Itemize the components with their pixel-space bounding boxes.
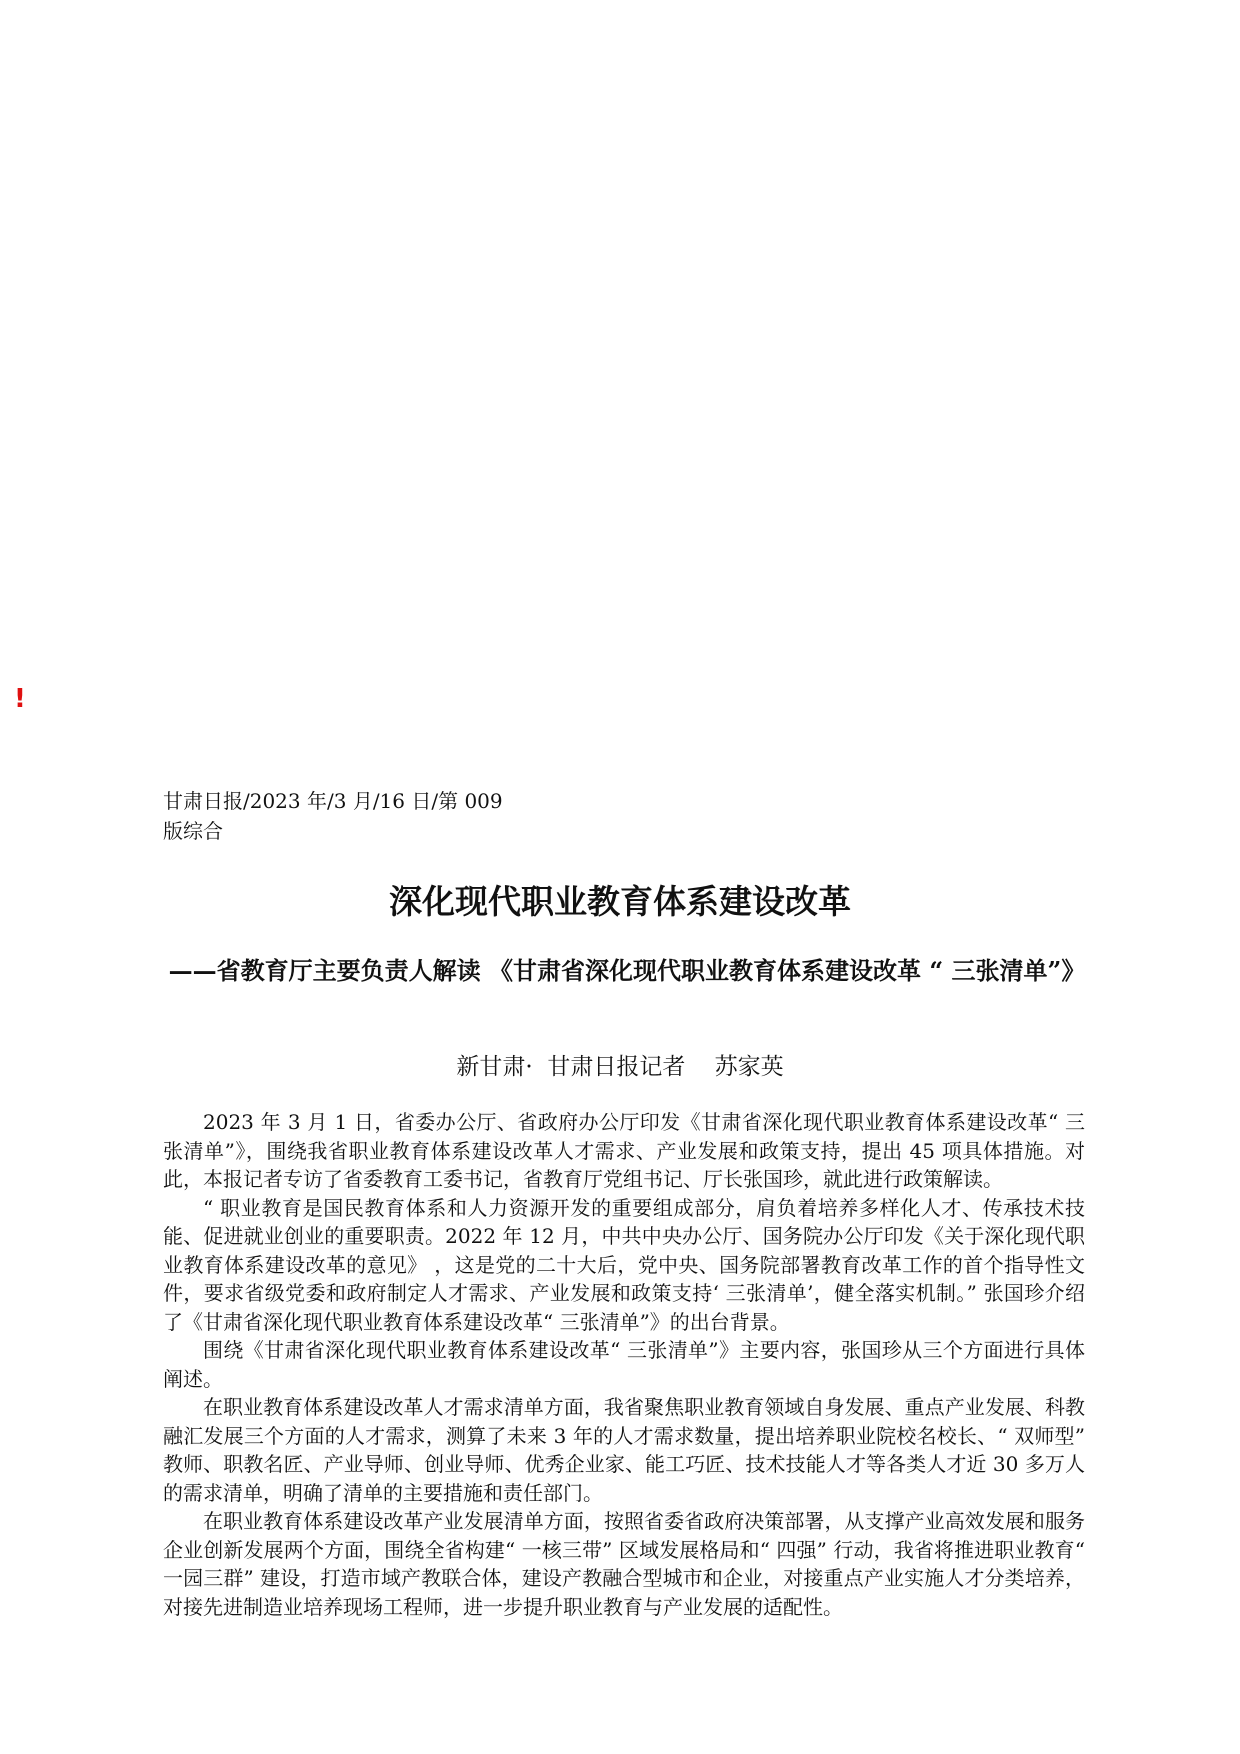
article-subtitle: ——省教育厅主要负责人解读 《甘肃省深化现代职业教育体系建设改革 “ 三张清单”》 xyxy=(168,956,1086,985)
article-title: 深化现代职业教育体系建设改革 xyxy=(389,882,851,921)
source-line: 甘肃日报/2023 年/3 月/16 日/第 009 版综合 xyxy=(163,789,503,843)
paragraph: 在职业教育体系建设改革人才需求清单方面，我省聚焦职业教育领域自身发展、重点产业发展、科教融汇发展三个方面的人才需求，测算了未来 3 年的人才需求数量，提出培养职业院校名校长、“ 双师型” 教师、职教名匠、产业导师、创业导师、优秀企业家、能工巧匠、技术技能人才等各类人才近 30 多万人的需求清单，明确了清单的主要措施和责任部门。 xyxy=(163,1395,1085,1505)
paragraph: 2023 年 3 月 1 日，省委办公厅、省政府办公厅印发《甘肃省深化现代职业教育体系建设改革“ 三张清单”》，围绕我省职业教育体系建设改革人才需求、产业发展和政策支持，提出 45 项具体措施。对此，本报记者专访了省委教育工委书记，省教育厅党组书记、厅长张国珍，就此进行政策解读。 xyxy=(163,1110,1085,1191)
paragraph: 围绕《甘肃省深化现代职业教育体系建设改革“ 三张清单”》主要内容，张国珍从三个方面进行具体阐述。 xyxy=(163,1338,1085,1391)
paragraph: 在职业教育体系建设改革产业发展清单方面，按照省委省政府决策部署，从支撑产业高效发展和服务企业创新发展两个方面，围绕全省构建“ 一核三带” 区域发展格局和“ 四强” 行动，我省将推进职业教育“ 一园三群” 建设，打造市域产教联合体，建设产教融合型城市和企业，对接重点产业实施人才分类培养，对接先进制造业培养现场工程师，进一步提升职业教育与产业发展的适配性。 xyxy=(163,1509,1085,1619)
article-body xyxy=(163,1108,1085,1621)
warning-mark: ! xyxy=(14,684,26,714)
byline: 新甘肃· 甘肃日报记者 苏家英 xyxy=(456,1054,784,1080)
paragraph: “ 职业教育是国民教育体系和人力资源开发的重要组成部分，肩负着培养多样化人才、传承技术技能、促进就业创业的重要职责。2022 年 12 月，中共中央办公厅、国务院办公厅印发《关于深化现代职业教育体系建设改革的意见》 ，这是党的二十大后，党中央、国务院部署教育改革工作的首个指导性文件，要求省级党委和政府制定人才需求、产业发展和政策支持‘ 三张清单’，健全落实机制。” 张国珍介绍了《甘肃省深化现代职业教育体系建设改革“ 三张清单”》的出台背景。 xyxy=(163,1195,1085,1334)
